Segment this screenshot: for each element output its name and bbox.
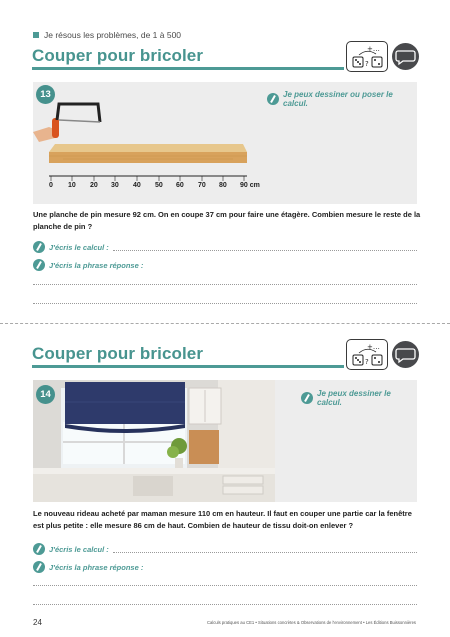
section-1-calc-line[interactable] xyxy=(33,241,417,253)
section-1-illustration-panel xyxy=(33,82,417,204)
sentence-label: J'écris la phrase réponse : xyxy=(49,562,144,572)
ruler-tick-label: 90 cm xyxy=(240,182,260,189)
chapter-tag-label: Je résous les problèmes, de 1 à 500 xyxy=(44,30,182,40)
section-2-sentence-line[interactable] xyxy=(33,561,417,573)
dice-strategy-icon xyxy=(346,41,388,72)
page-number: 24 xyxy=(33,618,42,627)
section-2-badges xyxy=(346,339,419,370)
ruler-tick-label: 50 xyxy=(155,182,163,189)
answer-line-1[interactable] xyxy=(33,284,417,285)
problem-13-number: 13 xyxy=(36,85,55,104)
speech-bubble-icon xyxy=(392,341,419,368)
speech-bubble-icon xyxy=(392,43,419,70)
section-2-calc-line[interactable] xyxy=(33,543,417,555)
section-2-title: Couper pour bricoler xyxy=(32,344,204,363)
pencil-icon xyxy=(267,93,279,105)
section-1-sentence-line[interactable] xyxy=(33,259,417,271)
svg-text:?: ? xyxy=(365,358,369,366)
footer-credit: Calculs pratiques au CE1 • Situations concrètes & Observations de l'environnement • Les Éditions Buissonnières xyxy=(206,620,416,625)
sentence-label: J'écris la phrase réponse : xyxy=(49,260,144,270)
section-1-hint-label: Je peux dessiner ou poser le calcul. xyxy=(283,90,393,108)
problem-13-statement: Une planche de pin mesure 92 cm. On en coupe 37 cm pour faire une étagère. Combien mesure le reste de la planche de pin ? xyxy=(33,210,421,231)
answer-dots[interactable] xyxy=(113,546,417,553)
section-2-illustration-panel xyxy=(33,380,417,502)
cut-divider xyxy=(0,323,450,324)
answer-line-2[interactable] xyxy=(33,604,417,605)
section-1-hint xyxy=(267,90,417,108)
ruler-labels xyxy=(33,182,417,192)
calc-label: J'écris le calcul : xyxy=(49,544,109,554)
section-2-hint-label: Je peux dessiner le calcul. xyxy=(317,389,391,407)
dice-strategy-icon xyxy=(346,339,388,370)
answer-line-1[interactable] xyxy=(33,585,417,586)
answer-line-2[interactable] xyxy=(33,303,417,304)
pencil-icon xyxy=(33,241,45,253)
ruler-tick-label: 30 xyxy=(111,182,119,189)
ruler-tick-label: 10 xyxy=(68,182,76,189)
svg-text:+…: +… xyxy=(367,343,380,351)
chapter-tag xyxy=(33,30,181,40)
ruler-tick-label: 60 xyxy=(176,182,184,189)
section-2-rule xyxy=(32,365,344,368)
calc-label: J'écris le calcul : xyxy=(49,242,109,252)
problem-14-statement: Le nouveau rideau acheté par maman mesure 110 cm en hauteur. Il faut en couper une partie car la fenêtre est plus petite : elle mesure 86 cm de haut. Combien de hauteur de tissu doit-on enlever ? xyxy=(33,509,412,530)
problem-14-number: 14 xyxy=(36,385,55,404)
pencil-icon xyxy=(33,561,45,573)
section-1-rule xyxy=(32,67,344,70)
square-bullet-icon xyxy=(33,32,39,38)
answer-dots[interactable] xyxy=(113,244,417,251)
svg-text:?: ? xyxy=(365,60,369,68)
section-1-title: Couper pour bricoler xyxy=(32,46,204,65)
ruler-tick-label: 80 xyxy=(219,182,227,189)
ruler-tick-label: 70 xyxy=(198,182,206,189)
pencil-icon xyxy=(33,259,45,271)
section-2-hint xyxy=(301,389,417,407)
svg-text:+…: +… xyxy=(367,45,380,53)
ruler-tick-label: 0 xyxy=(49,182,53,189)
ruler-tick-label: 40 xyxy=(133,182,141,189)
pencil-icon xyxy=(33,543,45,555)
section-1-badges xyxy=(346,41,419,72)
pencil-icon xyxy=(301,392,313,404)
ruler-tick-label: 20 xyxy=(90,182,98,189)
